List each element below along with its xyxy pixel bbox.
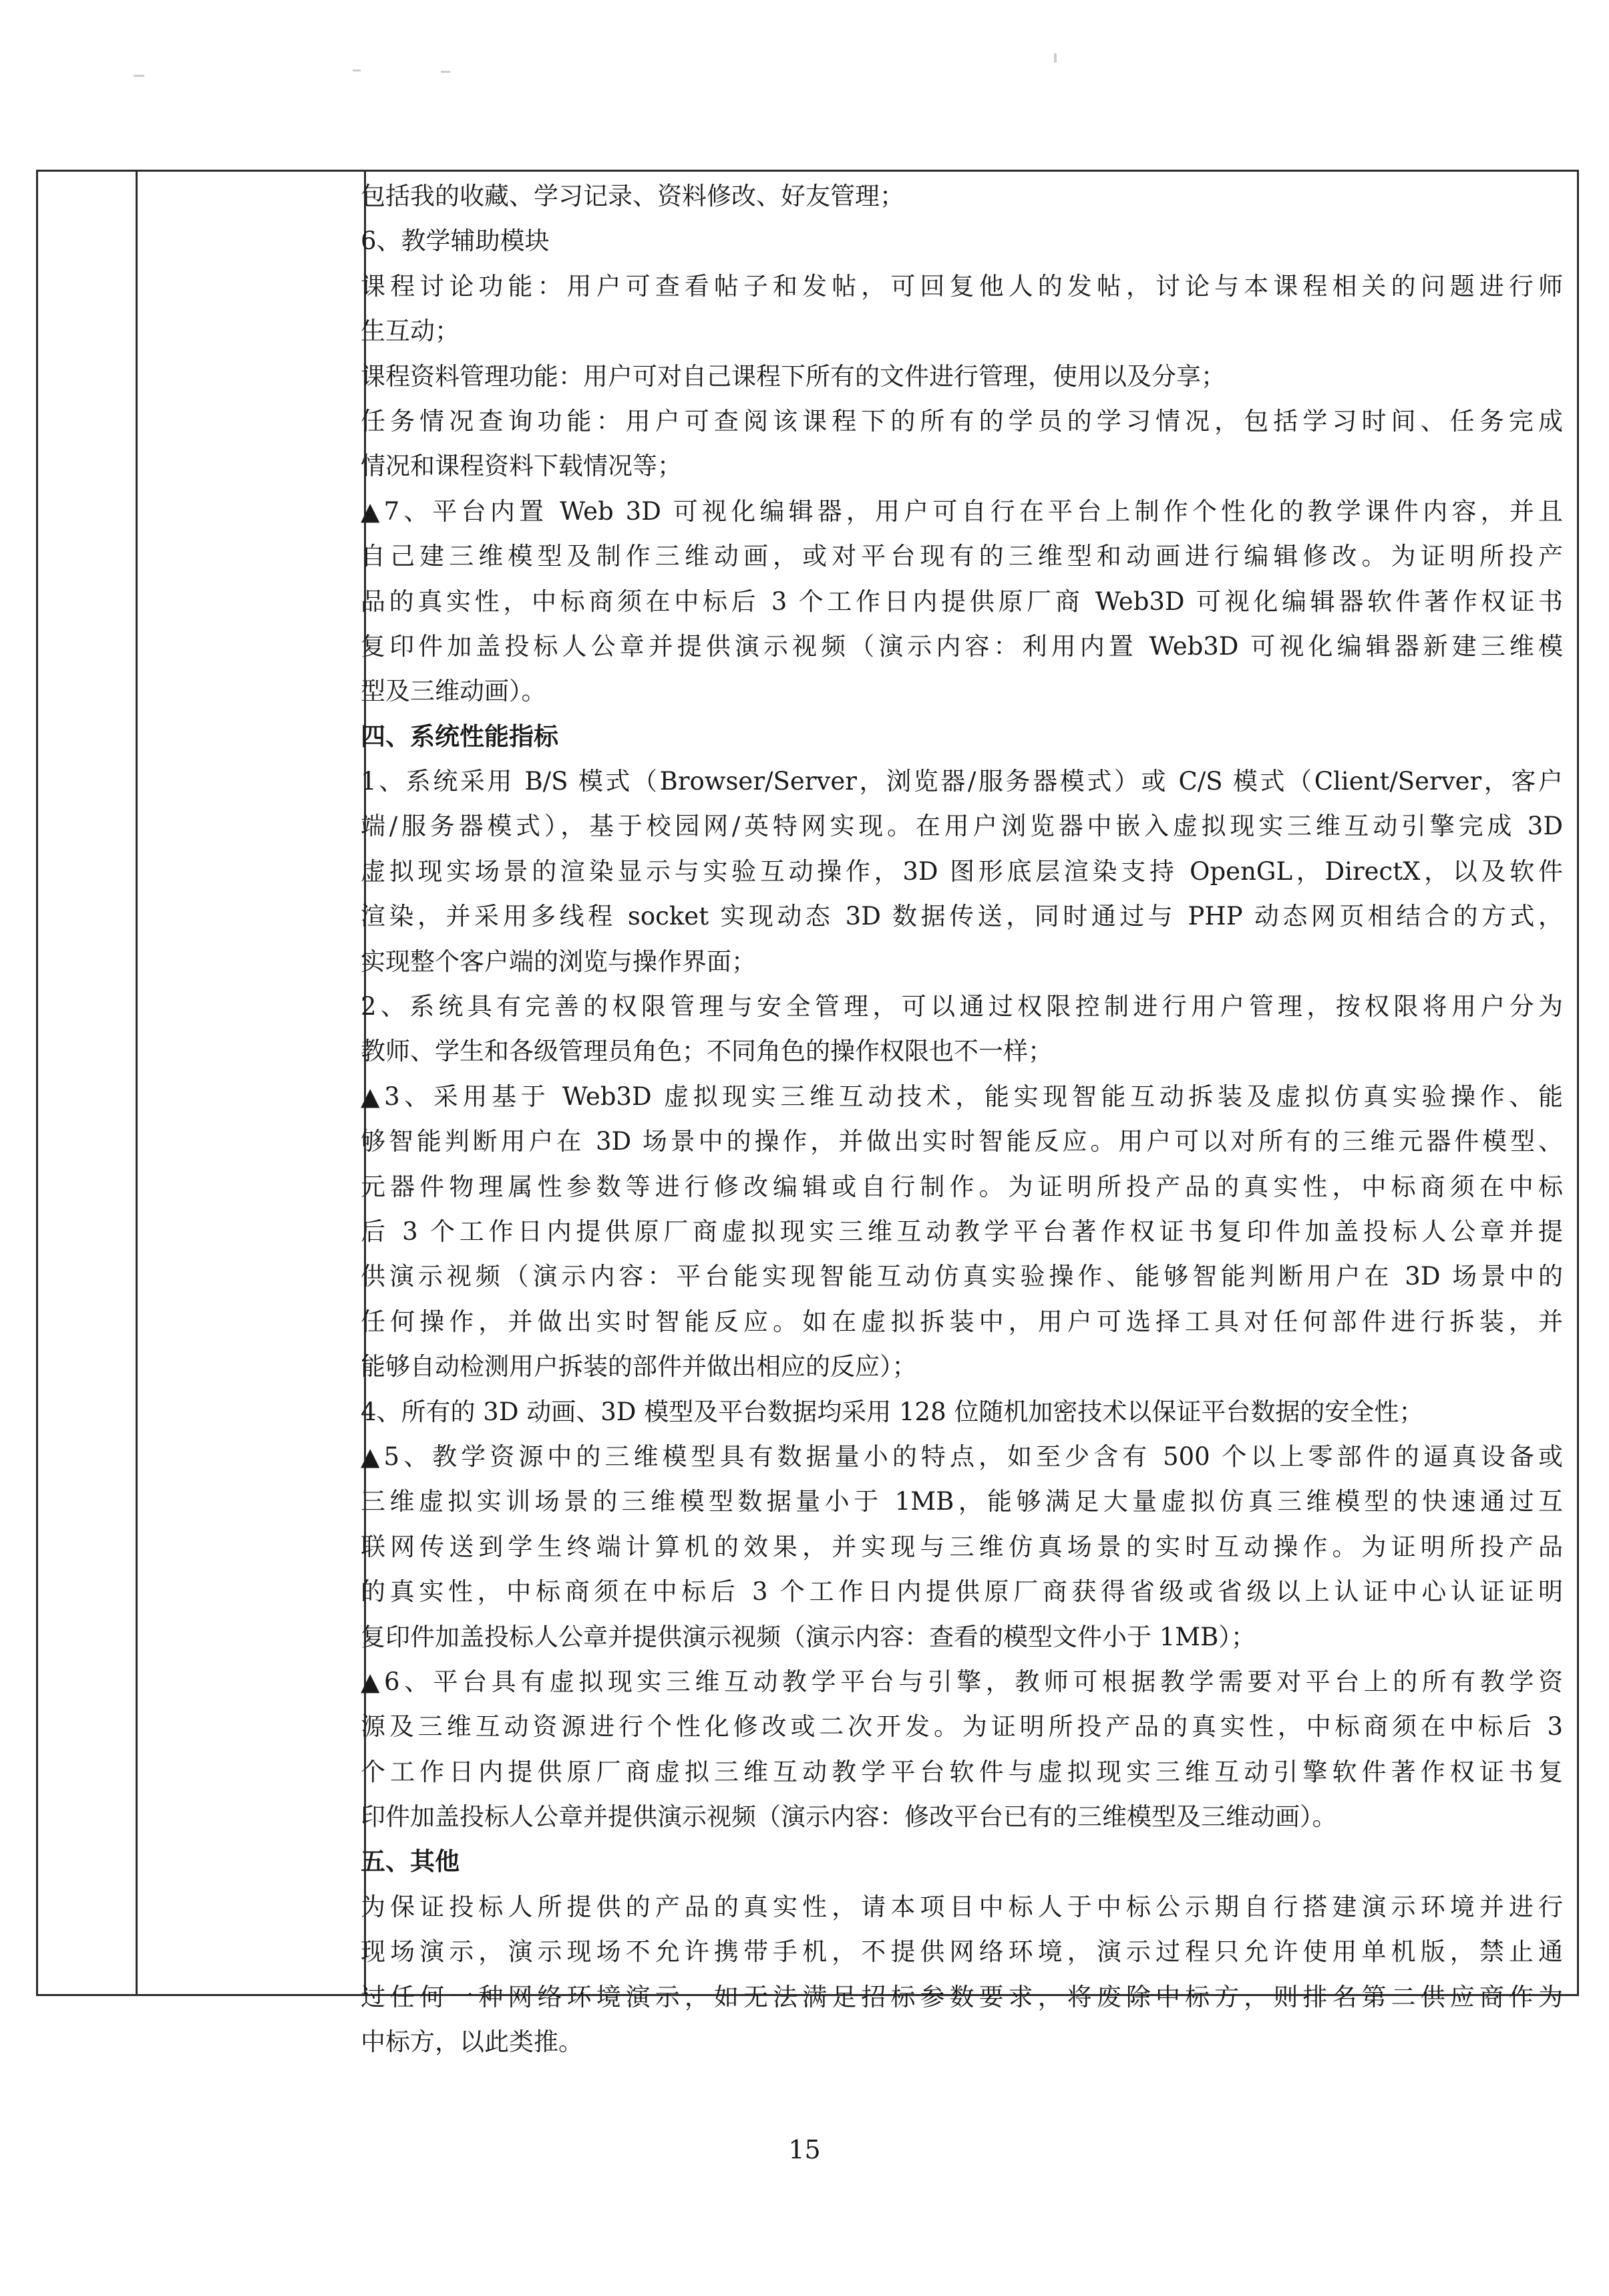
text-line: 中标方，以此类推。	[361, 2027, 583, 2057]
text-line: 1、系统采用 B/S 模式（Browser/Server，浏览器/服务器模式）或 C/S 模式（Client/Server，客户	[361, 767, 1563, 796]
text-line: 4、所有的 3D 动画、3D 模型及平台数据均采用 128 位随机加密技术以保证平台数据的安全性；	[361, 1397, 1424, 1426]
text-line: 端/服务器模式），基于校园网/英特网实现。在用户浏览器中嵌入虚拟现实三维互动引擎完成 3D	[361, 812, 1563, 841]
text-line: 复印件加盖投标人公章并提供演示视频（演示内容：利用内置 Web3D 可视化编辑器新建三维模	[361, 631, 1563, 661]
text-line: 元器件物理属性参数等进行修改编辑或自行制作。为证明所投产品的真实性，中标商须在中标	[361, 1172, 1563, 1201]
text-line: ▲3、采用基于 Web3D 虚拟现实三维互动技术，能实现智能互动拆装及虚拟仿真实验操作、能	[361, 1082, 1563, 1111]
page-number: 15	[788, 2135, 821, 2164]
text-line: 过任何一种网络环境演示，如无法满足招标参数要求，将废除中标方，则排名第二供应商作为	[361, 1982, 1563, 2011]
text-line: 渲染，并采用多线程 socket 实现动态 3D 数据传送，同时通过与 PHP 动态网页相结合的方式，	[361, 902, 1563, 931]
scan-speck	[134, 75, 144, 77]
text-line: 印件加盖投标人公章并提供演示视频（演示内容：修改平台已有的三维模型及三维动画）。	[361, 1802, 1337, 1832]
text-line: 6、教学辅助模块	[361, 226, 550, 256]
text-line: 品的真实性，中标商须在中标后 3 个工作日内提供原厂商 Web3D 可视化编辑器软件著作权证书	[361, 587, 1563, 616]
text-line: 生互动；	[361, 317, 460, 346]
table-column-divider	[136, 172, 138, 1994]
text-line: 实现整个客户端的浏览与操作界面；	[361, 947, 756, 976]
text-line: 个工作日内提供原厂商虚拟三维互动教学平台软件与虚拟现实三维互动引擎软件著作权证书复	[361, 1757, 1563, 1786]
text-line: 情况和课程资料下载情况等；	[361, 452, 682, 481]
section-heading: 五、其他	[361, 1846, 460, 1876]
text-line: ▲6、平台具有虚拟现实三维互动教学平台与引擎，教师可根据教学需要对平台上的所有教学资	[361, 1667, 1563, 1696]
text-line: 供演示视频（演示内容：平台能实现智能互动仿真实验操作、能够智能判断用户在 3D 场景中的	[361, 1262, 1563, 1291]
text-line: 联网传送到学生终端计算机的效果，并实现与三维仿真场景的实时互动操作。为证明所投产品	[361, 1532, 1563, 1561]
text-line: 任务情况查询功能：用户可查阅该课程下的所有的学员的学习情况，包括学习时间、任务完成	[361, 406, 1563, 436]
text-line: 后 3 个工作日内提供原厂商虚拟现实三维互动教学平台著作权证书复印件加盖投标人公章并提	[361, 1216, 1563, 1246]
scan-speck	[441, 71, 450, 73]
text-line: 任何操作，并做出实时智能反应。如在虚拟拆装中，用户可选择工具对任何部件进行拆装，并	[361, 1307, 1563, 1336]
text-line: 自己建三维模型及制作三维动画，或对平台现有的三维型和动画进行编辑修改。为证明所投产	[361, 542, 1563, 571]
text-line: 能够自动检测用户拆装的部件并做出相应的反应）；	[361, 1352, 917, 1381]
text-line: 现场演示，演示现场不允许携带手机，不提供网络环境，演示过程只允许使用单机版，禁止通	[361, 1937, 1563, 1967]
text-line: 2、系统具有完善的权限管理与安全管理，可以通过权限控制进行用户管理，按权限将用户分为	[361, 992, 1563, 1021]
text-line: 包括我的收藏、学习记录、资料修改、好友管理；	[361, 182, 904, 210]
text-line: 的真实性，中标商须在中标后 3 个工作日内提供原厂商获得省级或省级以上认证中心认证证明	[361, 1577, 1563, 1607]
text-line: 复印件加盖投标人公章并提供演示视频（演示内容：查看的模型文件小于 1MB）；	[361, 1622, 1256, 1651]
scan-speck	[353, 69, 361, 71]
text-line: ▲5、教学资源中的三维模型具有数据量小的特点，如至少含有 500 个以上零部件的逼真设备或	[361, 1442, 1563, 1471]
text-line: 源及三维互动资源进行个性化修改或二次开发。为证明所投产品的真实性，中标商须在中标后 3	[361, 1712, 1563, 1742]
text-line: 够智能判断用户在 3D 场景中的操作，并做出实时智能反应。用户可以对所有的三维元器件模型、	[361, 1127, 1563, 1156]
text-line: 课程讨论功能：用户可查看帖子和发帖，可回复他人的发帖，讨论与本课程相关的问题进行师	[361, 271, 1563, 301]
text-line: 为保证投标人所提供的产品的真实性，请本项目中标人于中标公示期自行搭建演示环境并进行	[361, 1892, 1563, 1921]
text-line: 型及三维动画）。	[361, 677, 546, 706]
text-line: 三维虚拟实训场景的三维模型数据量小于 1MB，能够满足大量虚拟仿真三维模型的快速通过互	[361, 1487, 1563, 1516]
spec-text-cell	[361, 174, 1563, 2064]
text-line: ▲7、平台内置 Web 3D 可视化编辑器，用户可自行在平台上制作个性化的教学课件内容，并且	[361, 496, 1563, 526]
text-line: 虚拟现实场景的渲染显示与实验互动操作，3D 图形底层渲染支持 OpenGL，DirectX，以及软件	[361, 856, 1563, 886]
section-heading: 四、系统性能指标	[361, 721, 558, 751]
text-line: 课程资料管理功能：用户可对自己课程下所有的文件进行管理，使用以及分享；	[361, 361, 1226, 391]
scan-speck	[1054, 53, 1057, 63]
text-line: 教师、学生和各级管理员角色；不同角色的操作权限也不一样；	[361, 1037, 1053, 1066]
